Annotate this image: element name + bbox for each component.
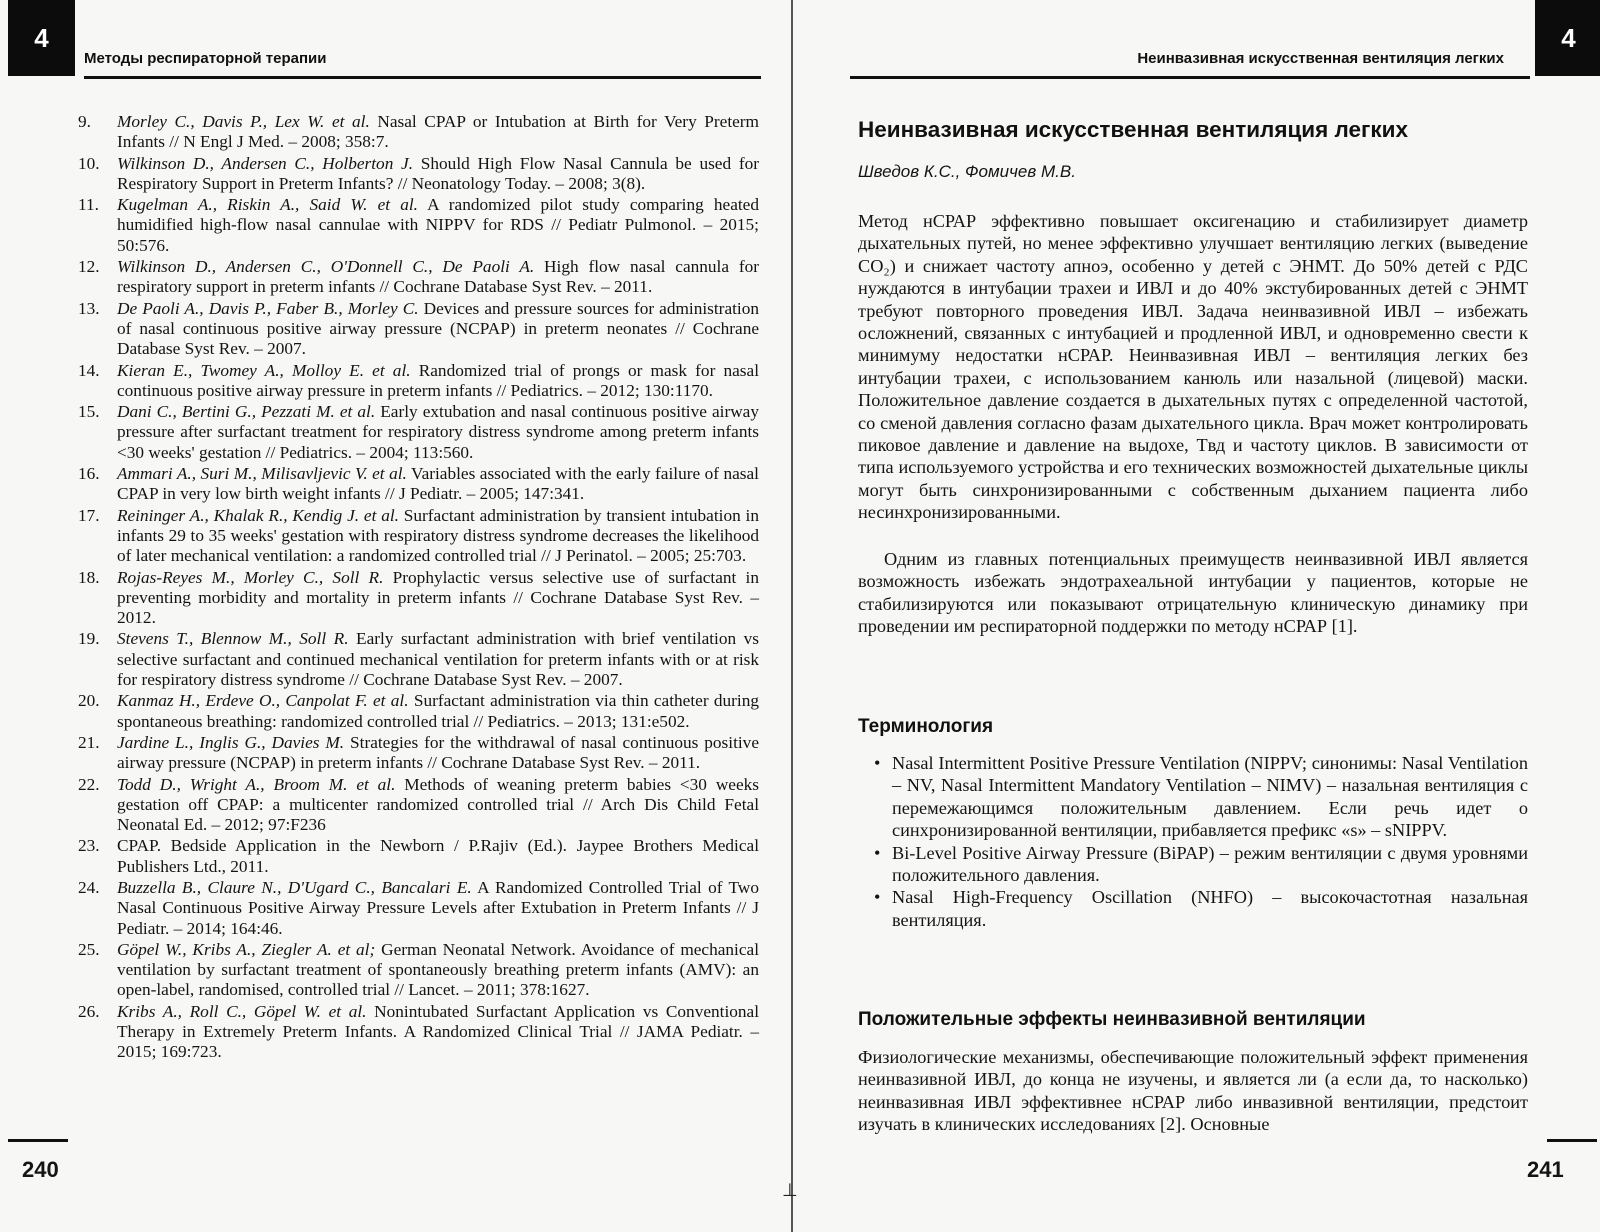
reference-authors: Wilkinson D., Andersen C., O'Donnell C., De Paoli A. bbox=[117, 257, 535, 277]
reference-item bbox=[78, 940, 759, 1001]
footer-rule-left bbox=[8, 1139, 68, 1142]
reference-number: 13. bbox=[78, 298, 100, 318]
reference-authors: Jardine L., Inglis G., Davies M. bbox=[117, 732, 345, 752]
reference-text: Surfactant administration via thin catheter during spontaneous breathing: randomized controlled trial // Pediatrics. – 2013; 131:e502. bbox=[117, 691, 759, 731]
body-paragraph-1: Метод нСРАР эффективно повышает оксигенацию и стабилизирует диаметр дыхательных путей, но менее эффективно улучшает вентиляцию легких (выведение СО₂) и снижает частоту апноэ, особенно у детей с ЭНМТ. До 50% детей с РДС нуждаются в интубации трахеи и ИВЛ и до 40% экстубированных детей с ЭНМТ требуют повторного проведения ИВЛ. Задача неинвазивной ИВЛ – избежать осложнений, связанных с интубацией и продленной ИВЛ, и одновременно свести к минимуму недостатки нСРАР. Неинвазивная ИВЛ – вентиляция легких без интубации трахеи, с использованием канюль или назальной (лицевой) маски. Положительное давление создается в дыхательных путях с определенной частотой, со сменой давления согласно фазам дыхательного цикла. Врач может контролировать пиковое давление и давление на выдохе, Tвд и частоту циклов. В зависимости от типа используемого устройства и его технических возможностей дыхательные циклы могут быть синхронизированными с собственным дыханием пациента либо несинхронизированными. bbox=[858, 211, 1528, 523]
reference-text: Methods of weaning preterm babies <30 weeks gestation off CPAP: a multicenter randomized controlled trial // Arch Dis Child Fetal Neonatal Ed. – 2012; 97:F236 bbox=[117, 774, 760, 835]
running-header-left: Методы респираторной терапии bbox=[84, 50, 327, 67]
reference-authors: De Paoli A., Davis P., Faber B., Morley C. bbox=[117, 298, 419, 318]
reference-number: 25. bbox=[78, 939, 100, 959]
reference-number: 12. bbox=[78, 257, 100, 277]
reference-authors: Ammari A., Suri M., Milisavljevic V. et al. bbox=[117, 464, 407, 484]
reference-authors: Dani C., Bertini G., Pezzati M. et al. bbox=[117, 402, 376, 422]
reference-text: A Randomized Controlled Trial of Two Nasal Continuous Positive Airway Pressure Levels after Extubation in Preterm Infants // J Pediatr. – 2014; 164:46. bbox=[117, 877, 759, 938]
reference-item bbox=[78, 464, 759, 505]
terminology-text: Nasal Intermittent Positive Pressure Ventilation (NIPPV; синонимы: Nasal Ventilation – NV, Nasal Intermittent Mandatory Ventilation – NIMV) – назальная вентиляция с перемежающимся положительным давлением. Если речь идет о синхронизированной вентиляции, прибавляется префикс «s» – sNIPPV. bbox=[892, 753, 1528, 841]
reference-number: 22. bbox=[78, 774, 100, 794]
reference-number: 19. bbox=[78, 629, 100, 649]
body-paragraph-3: Физиологические механизмы, обеспечивающие положительный эффект применения неинвазивной ИВЛ, до конца не изучены, и является ли (а если да, то насколько) неинвазивная ИВЛ эффективнее нСРАР либо инвазивной вентиляции, предстоит изучать в клинических исследованиях [2]. Основные bbox=[858, 1047, 1528, 1135]
reference-item bbox=[78, 506, 759, 567]
spine-mark: ⊥ bbox=[782, 1180, 798, 1200]
reference-item bbox=[78, 112, 759, 153]
reference-text: High flow nasal cannula for respiratory support in preterm infants // Cochrane Database Syst Rev. – 2011. bbox=[117, 257, 759, 297]
reference-authors: Morley C., Davis P., Lex W. et al. bbox=[117, 112, 370, 131]
reference-item bbox=[78, 629, 759, 690]
reference-text: Nonintubated Surfactant Application vs Conventional Therapy in Extremely Preterm Infants. A Randomized Clinical Trial // JAMA Pediatr. – 2015; 169:723. bbox=[117, 1001, 759, 1062]
running-header-right: Неинвазивная искусственная вентиляция легких bbox=[1137, 50, 1504, 67]
reference-item bbox=[78, 195, 759, 256]
reference-number: 18. bbox=[78, 567, 100, 587]
reference-number: 10. bbox=[78, 153, 100, 173]
article-authors: Шведов К.С., Фомичев М.В. bbox=[858, 162, 1076, 181]
bullet-icon: • bbox=[874, 887, 881, 908]
reference-text: Randomized trial of prongs or mask for nasal continuous positive airway pressure in preterm infants // Pediatrics. – 2012; 130:1170. bbox=[117, 360, 759, 400]
reference-number: 9. bbox=[78, 112, 91, 131]
reference-item bbox=[78, 775, 759, 836]
terminology-text: Nasal High-Frequency Oscillation (NHFO) – высокочастотная назальная вентиляция. bbox=[892, 887, 1528, 930]
header-rule-right bbox=[850, 76, 1530, 79]
page-number-right: 241 bbox=[1527, 1157, 1564, 1182]
reference-item bbox=[78, 691, 759, 732]
reference-text: Nasal CPAP or Intubation at Birth for Very Preterm Infants // N Engl J Med. – 2008; 358:7. bbox=[117, 112, 759, 152]
reference-authors: Kieran E., Twomey A., Molloy E. et al. bbox=[117, 360, 411, 380]
terminology-item bbox=[874, 886, 1528, 931]
reference-item bbox=[78, 733, 759, 774]
body-paragraph-2: Одним из главных потенциальных преимуществ неинвазивной ИВЛ является возможность избежать эндотрахеальной интубации у пациентов, которые не стабилизируются или показывают отрицательную клиническую динамику при проведении им респираторной поддержки по методу нСРАР [1]. bbox=[858, 549, 1528, 637]
reference-authors: Buzzella B., Claure N., D'Ugard C., Bancalari E. bbox=[117, 877, 472, 897]
reference-list bbox=[78, 112, 759, 1064]
reference-number: 21. bbox=[78, 732, 100, 752]
reference-text: Early extubation and nasal continuous positive airway pressure after surfactant treatment for respiratory distress syndrome among preterm infants <30 weeks' gestation // Pediatrics. – 2004; 113:560. bbox=[117, 402, 759, 462]
reference-authors: Göpel W., Kribs A., Ziegler A. et al; bbox=[117, 939, 376, 959]
reference-item bbox=[78, 299, 759, 360]
reference-text: German Neonatal Network. Avoidance of mechanical ventilation by surfactant treatment of spontaneously breathing preterm infants (AMV): an open-label, randomised, controlled trial // Lancet. – 2011; 378:1627. bbox=[117, 939, 759, 1000]
reference-number: 15. bbox=[78, 402, 100, 422]
header-rule-left bbox=[84, 76, 761, 79]
reference-item bbox=[78, 361, 759, 402]
book-spine bbox=[791, 0, 793, 1232]
section-heading-terminology: Терминология bbox=[858, 716, 994, 737]
footer-rule-right bbox=[1547, 1139, 1597, 1142]
reference-number: 14. bbox=[78, 360, 100, 380]
reference-item bbox=[78, 1002, 759, 1063]
reference-text: Prophylactic versus selective use of surfactant in preventing morbidity and mortality in preterm infants // Cochrane Database Syst Rev. – 2012. bbox=[117, 567, 759, 628]
reference-item bbox=[78, 836, 759, 877]
terminology-item bbox=[874, 752, 1528, 842]
terminology-item bbox=[874, 842, 1528, 887]
reference-authors: Stevens T., Blennow M., Soll R. bbox=[117, 629, 349, 649]
page-number-left: 240 bbox=[22, 1157, 59, 1182]
reference-authors: Kribs A., Roll C., Göpel W. et al. bbox=[117, 1001, 367, 1021]
reference-item bbox=[78, 568, 759, 629]
reference-item bbox=[78, 257, 759, 298]
chapter-tab-right: 4 bbox=[1535, 0, 1600, 76]
bullet-icon: • bbox=[874, 753, 881, 773]
reference-text: Surfactant administration by transient intubation in infants 29 to 35 weeks' gestation with respiratory distress syndrome decreases the likelihood of later mechanical ventilation: a randomized controlled trial // J Perinatol. – 2005; 25:703. bbox=[117, 505, 759, 566]
reference-text: Strategies for the withdrawal of nasal continuous positive airway pressure (NCPAP) in preterm infants // Cochrane Database Syst Rev. – 2011. bbox=[117, 732, 759, 773]
terminology-list bbox=[874, 752, 1528, 931]
reference-authors: Todd D., Wright A., Broom M. et al. bbox=[117, 774, 396, 794]
reference-number: 20. bbox=[78, 691, 100, 711]
reference-number: 26. bbox=[78, 1001, 100, 1021]
reference-text: Variables associated with the early failure of nasal CPAP in very low birth weight infants // J Pediatr. – 2005; 147:341. bbox=[117, 464, 759, 504]
reference-item bbox=[78, 154, 759, 195]
reference-text: CPAP. Bedside Application in the Newborn / P.Rajiv (Ed.). Jaypee Brothers Medical Publishers Ltd., 2011. bbox=[117, 836, 759, 876]
reference-text: Should High Flow Nasal Cannula be used for Respiratory Support in Preterm Infants? // Neonatology Today. – 2008; 3(8). bbox=[117, 153, 759, 193]
reference-authors: Kanmaz H., Erdeve O., Canpolat F. et al. bbox=[117, 691, 409, 711]
reference-number: 11. bbox=[78, 195, 99, 215]
reference-authors: Kugelman A., Riskin A., Said W. et al. bbox=[117, 195, 418, 215]
reference-number: 23. bbox=[78, 836, 100, 856]
article-title: Неинвазивная искусственная вентиляция легких bbox=[858, 117, 1409, 142]
reference-number: 16. bbox=[78, 464, 100, 484]
section-heading-positive-effects: Положительные эффекты неинвазивной вентиляции bbox=[858, 1009, 1366, 1030]
reference-number: 17. bbox=[78, 505, 100, 525]
bullet-icon: • bbox=[874, 842, 881, 863]
reference-authors: Reininger A., Khalak R., Kendig J. et al. bbox=[117, 505, 399, 525]
reference-item bbox=[78, 878, 759, 939]
reference-authors: Rojas-Reyes M., Morley C., Soll R. bbox=[117, 567, 384, 587]
terminology-text: Bi-Level Positive Airway Pressure (BiPAP) – режим вентиляции с двумя уровнями положительного давления. bbox=[892, 842, 1528, 886]
reference-item bbox=[78, 402, 759, 463]
reference-authors: Wilkinson D., Andersen C., Holberton J. bbox=[117, 153, 414, 173]
chapter-tab-left: 4 bbox=[8, 0, 75, 76]
reference-text: Devices and pressure sources for administration of nasal continuous positive airway pressure (NCPAP) in preterm neonates // Cochrane Database Syst Rev. – 2007. bbox=[117, 298, 759, 359]
reference-number: 24. bbox=[78, 877, 100, 897]
reference-text: Early surfactant administration with brief ventilation vs selective surfactant and continued mechanical ventilation for preterm infants with or at risk for respiratory distress syndrome // Cochrane Database Syst Rev. – 2007. bbox=[117, 629, 759, 690]
reference-text: A randomized pilot study comparing heated humidified high-flow nasal cannulae with NIPPV for RDS // Pediatr Pulmonol. – 2015; 50:576. bbox=[117, 195, 759, 255]
